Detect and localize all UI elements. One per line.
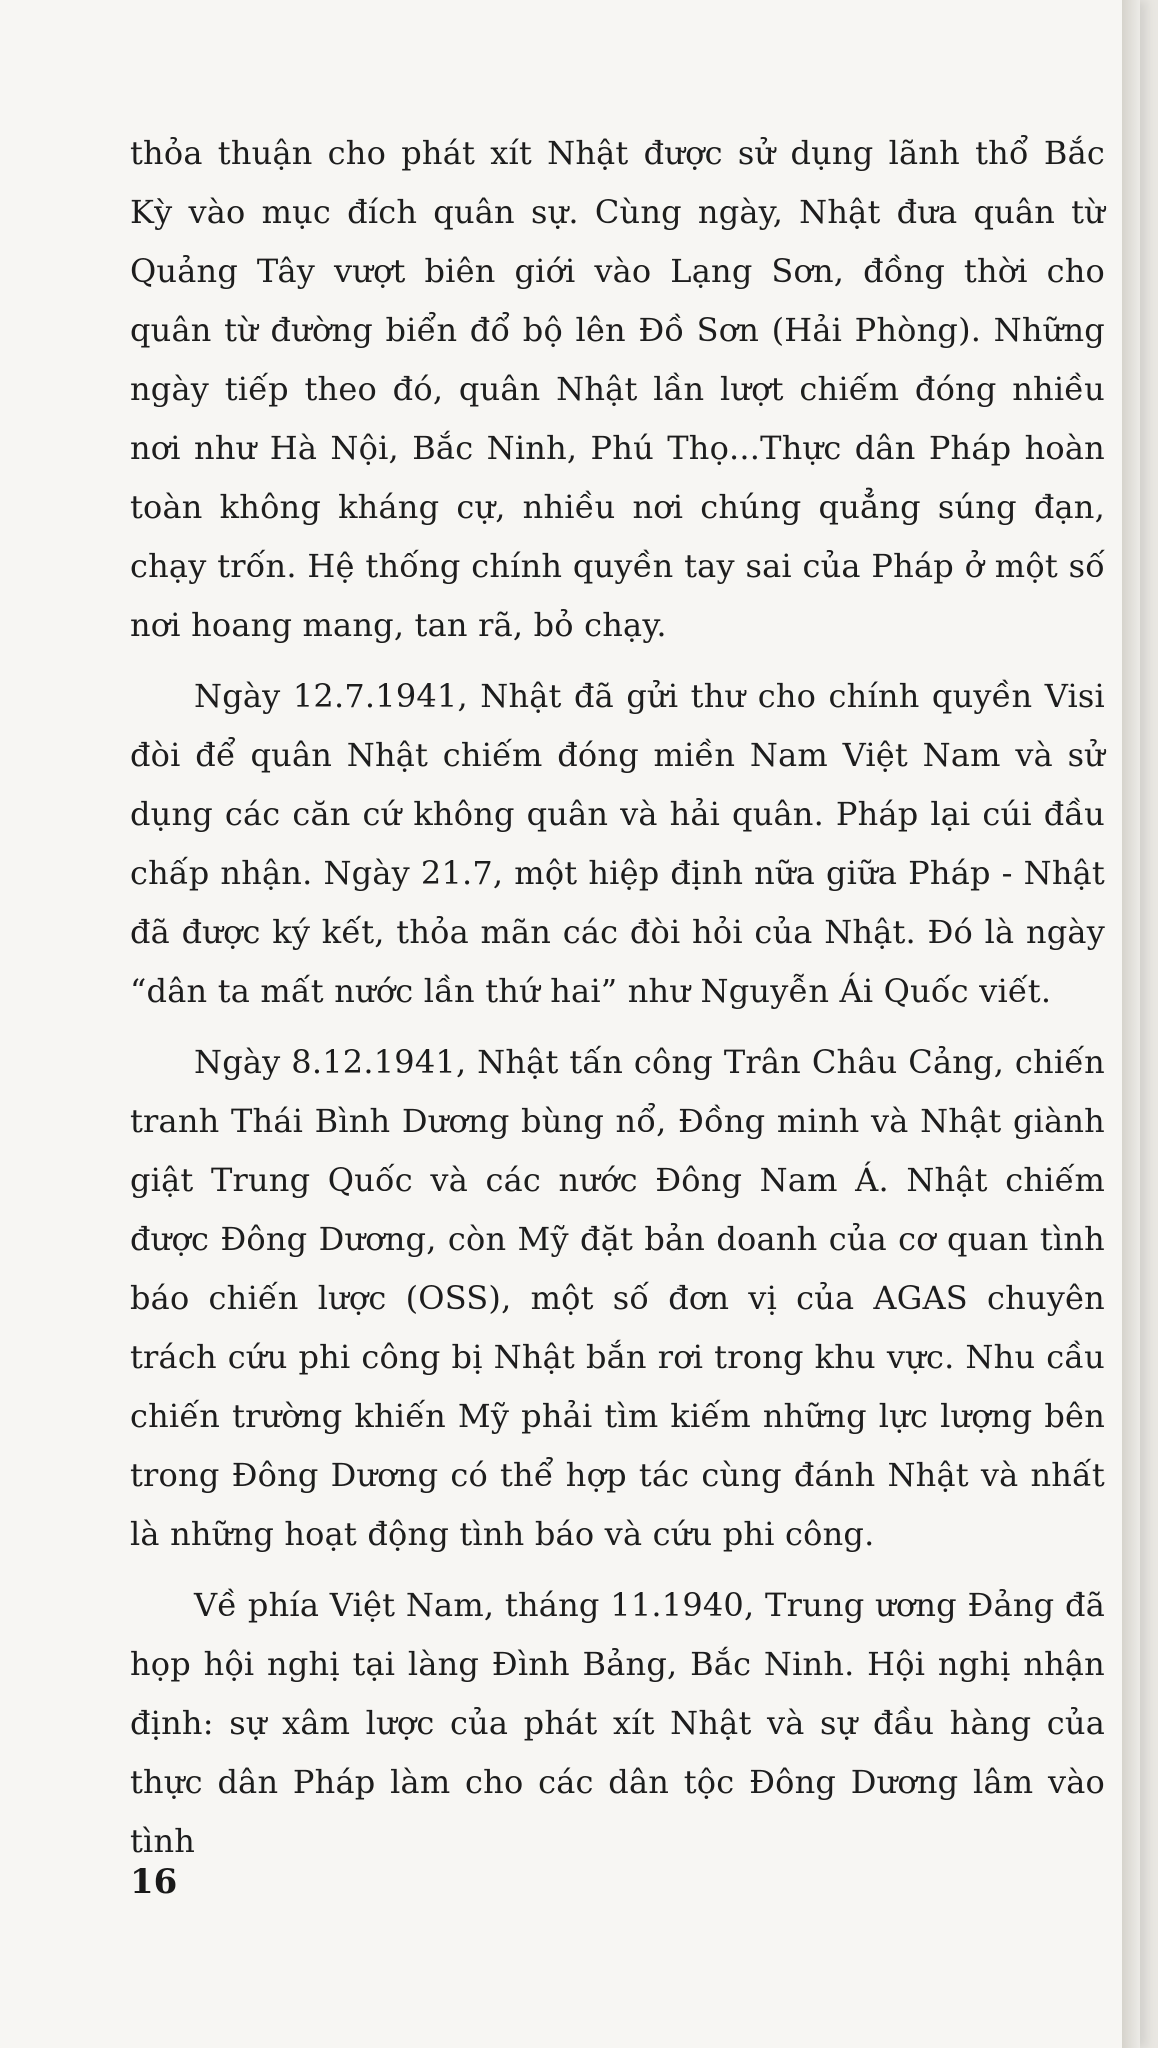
paragraph-4: Về phía Việt Nam, tháng 11.1940, Trung ương Đảng đã họp hội nghị tại làng Đình Bảng, Bắc Ninh. Hội nghị nhận định: sự xâm lược của phát xít Nhật và sự đầu hàng của thực dân Pháp làm cho các dân tộc Đông Dương lâm vào tình	[130, 1586, 1105, 1860]
paragraph-1: thỏa thuận cho phát xít Nhật được sử dụng lãnh thổ Bắc Kỳ vào mục đích quân sự. Cùng ngày, Nhật đưa quân từ Quảng Tây vượt biên giới vào Lạng Sơn, đồng thời cho quân từ đường biển đổ bộ lên Đồ Sơn (Hải Phòng). Những ngày tiếp theo đó, quân Nhật lần lượt chiếm đóng nhiều nơi như Hà Nội, Bắc Ninh, Phú Thọ...Thực dân Pháp hoàn toàn không kháng cự, nhiều nơi chúng quẳng súng đạn, chạy trốn. Hệ thống chính quyền tay sai của Pháp ở một số nơi hoang mang, tan rã, bỏ chạy.	[130, 134, 1105, 644]
paragraph-2: Ngày 12.7.1941, Nhật đã gửi thư cho chính quyền Visi đòi để quân Nhật chiếm đóng miền Nam Việt Nam và sử dụng các căn cứ không quân và hải quân. Pháp lại cúi đầu chấp nhận. Ngày 21.7, một hiệp định nữa giữa Pháp - Nhật đã được ký kết, thỏa mãn các đòi hỏi của Nhật. Đó là ngày “dân ta mất nước lần thứ hai” như Nguyễn Ái Quốc viết.	[130, 677, 1105, 1010]
page-edge	[1122, 0, 1140, 2048]
page-number: 16	[130, 1862, 178, 1902]
paragraph-3: Ngày 8.12.1941, Nhật tấn công Trân Châu Cảng, chiến tranh Thái Bình Dương bùng nổ, Đồng minh và Nhật giành giật Trung Quốc và các nước Đông Nam Á. Nhật chiếm được Đông Dương, còn Mỹ đặt bản doanh của cơ quan tình báo chiến lược (OSS), một số đơn vị của AGAS chuyên trách cứu phi công bị Nhật bắn rơi trong khu vực. Nhu cầu chiến trường khiến Mỹ phải tìm kiếm những lực lượng bên trong Đông Dương có thể hợp tác cùng đánh Nhật và nhất là những hoạt động tình báo và cứu phi công.	[130, 1043, 1105, 1553]
body-text	[130, 124, 1105, 1871]
